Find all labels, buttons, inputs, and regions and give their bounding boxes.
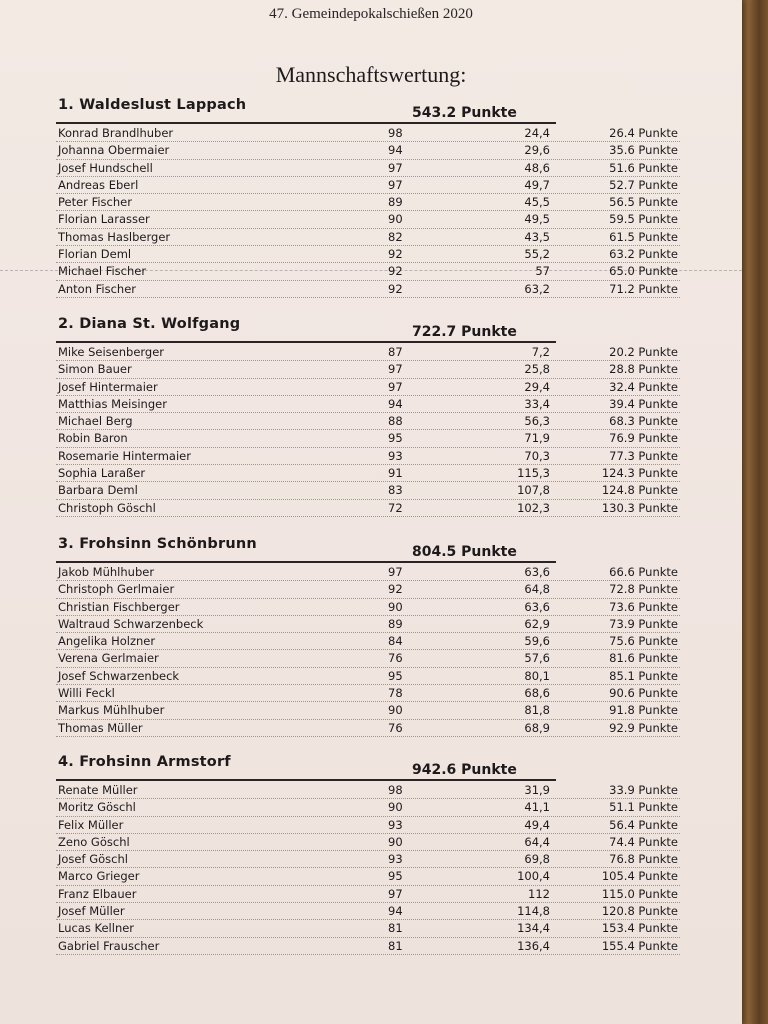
member-name: Marco Grieger — [58, 869, 140, 884]
member-name: Waltraud Schwarzenbeck — [58, 616, 204, 631]
member-name: Michael Berg — [58, 414, 133, 429]
member-points: 85.1 Punkte — [609, 668, 678, 683]
member-points: 52.7 Punkte — [609, 177, 678, 192]
member-row — [0, 246, 742, 263]
member-time: 80,1 — [524, 668, 550, 683]
member-rings: 87 — [388, 345, 403, 359]
member-time: 68,6 — [524, 686, 550, 701]
member-row — [0, 702, 742, 719]
member-points: 65.0 Punkte — [609, 264, 678, 279]
member-points: 90.6 Punkte — [609, 686, 678, 701]
member-rings: 97 — [388, 379, 403, 394]
member-row — [0, 851, 742, 868]
member-name: Franz Elbauer — [58, 886, 137, 901]
member-time: 24,4 — [524, 126, 550, 140]
member-rings: 82 — [388, 229, 403, 244]
member-name: Thomas Haslberger — [58, 229, 171, 244]
member-name: Sophia Laraßer — [58, 466, 146, 481]
member-time: 134,4 — [517, 921, 550, 936]
team-total: 722.7 Punkte — [412, 324, 517, 340]
member-time: 114,8 — [517, 904, 550, 919]
member-name: Thomas Müller — [58, 720, 143, 735]
member-points: 76.9 Punkte — [609, 431, 678, 446]
member-name: Willi Feckl — [58, 686, 115, 701]
member-name: Josef Göschl — [58, 852, 128, 867]
member-name: Moritz Göschl — [58, 800, 136, 815]
member-name: Christoph Gerlmaier — [58, 582, 175, 597]
member-time: 33,4 — [524, 396, 550, 411]
member-rings: 91 — [388, 466, 403, 481]
member-points: 26.4 Punkte — [609, 126, 678, 140]
member-row — [0, 465, 742, 482]
member-time: 69,8 — [524, 852, 550, 867]
member-name: Mike Seisenberger — [58, 345, 165, 359]
member-points: 81.6 Punkte — [609, 651, 678, 666]
member-rings: 89 — [388, 616, 403, 631]
member-name: Florian Deml — [58, 247, 132, 262]
member-row — [0, 263, 742, 280]
member-name: Felix Müller — [58, 817, 124, 832]
member-rings: 90 — [388, 599, 403, 614]
member-time: 68,9 — [524, 720, 550, 735]
member-rings: 95 — [388, 431, 403, 446]
member-name: Jakob Mühlhuber — [58, 565, 155, 579]
member-row — [0, 886, 742, 903]
member-points: 33.9 Punkte — [609, 783, 678, 797]
member-list — [0, 344, 742, 517]
member-points: 32.4 Punkte — [609, 379, 678, 394]
team-divider — [56, 561, 556, 563]
member-points: 56.4 Punkte — [609, 817, 678, 832]
member-name: Josef Müller — [58, 904, 125, 919]
team-name: 1. Waldeslust Lappach — [58, 97, 247, 113]
member-points: 124.3 Punkte — [601, 466, 678, 481]
member-rings: 97 — [388, 177, 403, 192]
member-row — [0, 868, 742, 885]
member-rings: 97 — [388, 160, 403, 175]
member-points: 77.3 Punkte — [609, 448, 678, 463]
member-time: 64,8 — [524, 582, 550, 597]
team-total: 804.5 Punkte — [412, 544, 517, 560]
member-rings: 84 — [388, 634, 403, 649]
member-time: 102,3 — [517, 500, 550, 515]
member-points: 72.8 Punkte — [609, 582, 678, 597]
member-name: Simon Bauer — [58, 362, 132, 377]
member-rings: 94 — [388, 904, 403, 919]
member-time: 55,2 — [524, 247, 550, 262]
member-points: 155.4 Punkte — [601, 938, 678, 953]
member-points: 105.4 Punkte — [601, 869, 678, 884]
member-rings: 90 — [388, 834, 403, 849]
member-rings: 93 — [388, 448, 403, 463]
member-row — [0, 482, 742, 499]
member-rings: 81 — [388, 921, 403, 936]
member-time: 7,2 — [531, 345, 550, 359]
member-rings: 81 — [388, 938, 403, 953]
wooden-surface — [738, 0, 768, 1024]
member-time: 63,2 — [524, 281, 550, 296]
member-time: 115,3 — [517, 466, 550, 481]
member-row — [0, 413, 742, 430]
member-row — [0, 782, 742, 799]
member-rings: 94 — [388, 143, 403, 158]
member-name: Josef Hintermaier — [58, 379, 158, 394]
team-name: 3. Frohsinn Schönbrunn — [58, 536, 257, 552]
member-points: 120.8 Punkte — [601, 904, 678, 919]
member-name: Andreas Eberl — [58, 177, 139, 192]
member-points: 51.6 Punkte — [609, 160, 678, 175]
document-title: Mannschaftswertung: — [275, 62, 467, 87]
member-rings: 97 — [388, 886, 403, 901]
member-time: 112 — [528, 886, 550, 901]
member-rings: 95 — [388, 869, 403, 884]
member-name: Lucas Kellner — [58, 921, 135, 936]
member-points: 91.8 Punkte — [609, 703, 678, 718]
member-time: 45,5 — [524, 195, 550, 210]
member-points: 51.1 Punkte — [609, 800, 678, 815]
member-row — [0, 125, 742, 142]
member-list — [0, 125, 742, 298]
team-name: 2. Diana St. Wolfgang — [58, 316, 241, 332]
member-time: 48,6 — [524, 160, 550, 175]
member-time: 49,5 — [524, 212, 550, 227]
member-row — [0, 668, 742, 685]
member-time: 56,3 — [524, 414, 550, 429]
member-name: Rosemarie Hintermaier — [58, 448, 191, 463]
member-points: 66.6 Punkte — [609, 565, 678, 579]
member-name: Angelika Holzner — [58, 634, 156, 649]
member-points: 76.8 Punkte — [609, 852, 678, 867]
team-divider — [56, 122, 556, 124]
member-rings: 97 — [388, 565, 403, 579]
member-rings: 92 — [388, 247, 403, 262]
member-time: 31,9 — [524, 783, 550, 797]
member-time: 29,6 — [524, 143, 550, 158]
member-rings: 94 — [388, 396, 403, 411]
member-rings: 92 — [388, 582, 403, 597]
member-time: 100,4 — [517, 869, 550, 884]
member-time: 71,9 — [524, 431, 550, 446]
team-name: 4. Frohsinn Armstorf — [58, 754, 231, 770]
member-row — [0, 834, 742, 851]
member-list — [0, 564, 742, 737]
member-rings: 92 — [388, 281, 403, 296]
team-total: 543.2 Punkte — [412, 105, 517, 121]
member-name: Anton Fischer — [58, 281, 137, 296]
member-row — [0, 142, 742, 159]
member-row — [0, 500, 742, 517]
member-points: 63.2 Punkte — [609, 247, 678, 262]
member-rings: 76 — [388, 720, 403, 735]
member-name: Florian Larasser — [58, 212, 150, 227]
member-time: 41,1 — [524, 800, 550, 815]
member-rings: 97 — [388, 362, 403, 377]
member-row — [0, 229, 742, 246]
member-rings: 95 — [388, 668, 403, 683]
member-row — [0, 194, 742, 211]
member-time: 59,6 — [524, 634, 550, 649]
member-row — [0, 564, 742, 581]
member-name: Verena Gerlmaier — [58, 651, 159, 666]
member-time: 63,6 — [524, 565, 550, 579]
member-points: 75.6 Punkte — [609, 634, 678, 649]
member-rings: 90 — [388, 212, 403, 227]
member-rings: 92 — [388, 264, 403, 279]
member-row — [0, 396, 742, 413]
member-name: Markus Mühlhuber — [58, 703, 165, 718]
member-points: 59.5 Punkte — [609, 212, 678, 227]
member-time: 25,8 — [524, 362, 550, 377]
member-points: 28.8 Punkte — [609, 362, 678, 377]
member-points: 61.5 Punkte — [609, 229, 678, 244]
member-rings: 78 — [388, 686, 403, 701]
member-rings: 72 — [388, 500, 403, 515]
member-name: Konrad Brandlhuber — [58, 126, 174, 140]
member-rings: 93 — [388, 852, 403, 867]
member-rings: 89 — [388, 195, 403, 210]
member-row — [0, 379, 742, 396]
member-points: 20.2 Punkte — [609, 345, 678, 359]
member-rings: 90 — [388, 800, 403, 815]
member-time: 62,9 — [524, 616, 550, 631]
member-row — [0, 650, 742, 667]
member-points: 130.3 Punkte — [601, 500, 678, 515]
member-name: Matthias Meisinger — [58, 396, 167, 411]
member-name: Josef Schwarzenbeck — [58, 668, 180, 683]
member-points: 92.9 Punkte — [609, 720, 678, 735]
member-name: Christoph Göschl — [58, 500, 156, 515]
member-row — [0, 920, 742, 937]
member-rings: 93 — [388, 817, 403, 832]
member-row — [0, 938, 742, 955]
member-points: 73.6 Punkte — [609, 599, 678, 614]
member-time: 81,8 — [524, 703, 550, 718]
team-divider — [56, 779, 556, 781]
member-time: 64,4 — [524, 834, 550, 849]
member-time: 57,6 — [524, 651, 550, 666]
member-time: 49,7 — [524, 177, 550, 192]
member-row — [0, 211, 742, 228]
member-time: 29,4 — [524, 379, 550, 394]
member-row — [0, 633, 742, 650]
member-name: Peter Fischer — [58, 195, 132, 210]
member-row — [0, 177, 742, 194]
member-rings: 76 — [388, 651, 403, 666]
member-row — [0, 281, 742, 298]
team-divider — [56, 341, 556, 343]
member-name: Barbara Deml — [58, 483, 138, 498]
member-points: 74.4 Punkte — [609, 834, 678, 849]
member-time: 70,3 — [524, 448, 550, 463]
member-rings: 98 — [388, 783, 403, 797]
member-name: Zeno Göschl — [58, 834, 130, 849]
document-header: 47. Gemeindepokalschießen 2020 — [269, 6, 473, 22]
member-row — [0, 616, 742, 633]
member-name: Renate Müller — [58, 783, 138, 797]
member-time: 57 — [535, 264, 550, 279]
member-row — [0, 799, 742, 816]
member-points: 153.4 Punkte — [601, 921, 678, 936]
member-name: Gabriel Frauscher — [58, 938, 160, 953]
member-row — [0, 599, 742, 616]
member-time: 49,4 — [524, 817, 550, 832]
member-time: 43,5 — [524, 229, 550, 244]
member-time: 63,6 — [524, 599, 550, 614]
member-points: 56.5 Punkte — [609, 195, 678, 210]
member-rings: 83 — [388, 483, 403, 498]
member-rings: 98 — [388, 126, 403, 140]
member-row — [0, 160, 742, 177]
member-rings: 90 — [388, 703, 403, 718]
member-rings: 88 — [388, 414, 403, 429]
member-points: 115.0 Punkte — [601, 886, 678, 901]
member-points: 71.2 Punkte — [609, 281, 678, 296]
member-row — [0, 903, 742, 920]
member-points: 39.4 Punkte — [609, 396, 678, 411]
member-time: 136,4 — [517, 938, 550, 953]
member-time: 107,8 — [517, 483, 550, 498]
member-row — [0, 817, 742, 834]
member-points: 73.9 Punkte — [609, 616, 678, 631]
member-name: Robin Baron — [58, 431, 128, 446]
member-row — [0, 720, 742, 737]
member-points: 68.3 Punkte — [609, 414, 678, 429]
member-name: Michael Fischer — [58, 264, 147, 279]
member-row — [0, 430, 742, 447]
member-points: 124.8 Punkte — [601, 483, 678, 498]
member-name: Johanna Obermaier — [58, 143, 170, 158]
member-list — [0, 782, 742, 955]
member-points: 35.6 Punkte — [609, 143, 678, 158]
member-row — [0, 685, 742, 702]
member-row — [0, 448, 742, 465]
member-row — [0, 361, 742, 378]
member-row — [0, 581, 742, 598]
member-row — [0, 344, 742, 361]
member-name: Josef Hundschell — [58, 160, 153, 175]
member-name: Christian Fischberger — [58, 599, 180, 614]
team-total: 942.6 Punkte — [412, 762, 517, 778]
